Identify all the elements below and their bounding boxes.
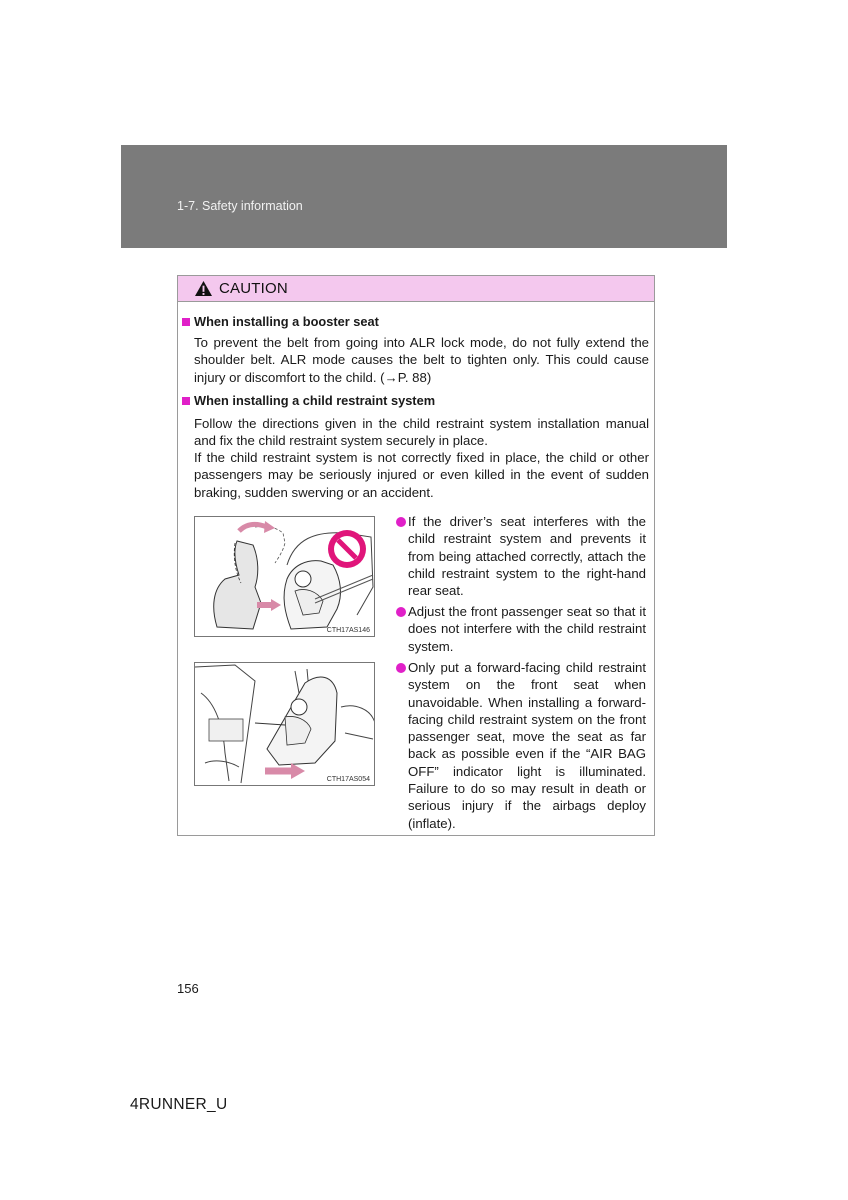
document-code: 4RUNNER_U <box>130 1096 228 1113</box>
section-title: 1-7. Safety information <box>177 199 303 213</box>
caution-label: CAUTION <box>219 280 288 297</box>
bullet-text: Only put a forward-facing child restraint system on the front seat when unavoidable. When installing a forward-facing child restraint system on the front passenger seat, move the seat as far back as possible even if the “AIR BAG OFF” indicator light is illuminated. Failure to do so may result in death or serious injury if the airbags deploy (inflate). <box>408 660 646 831</box>
square-bullet-icon <box>182 397 190 405</box>
bullet-driver-seat <box>396 513 646 599</box>
figure-driver-seat-interference <box>194 516 375 637</box>
caution-header <box>178 276 654 302</box>
bullet-dot-icon <box>396 607 406 617</box>
bullet-dot-icon <box>396 663 406 673</box>
bullet-text: If the driver’s seat interferes with the child restraint system and prevents it from being attached correctly, attach the child restraint system to the right-hand rear seat. <box>408 514 646 599</box>
figure-code: CTH17AS054 <box>326 776 370 783</box>
child-restraint-text-1: Follow the directions given in the child restraint system installation manual and fix the child restraint system securely in place. <box>194 416 649 449</box>
booster-seat-text: To prevent the belt from going into ALR lock mode, do not fully extend the shoulder belt. ALR mode causes the belt to tighten only. This could cause injury or discomfort to the child. (→P. 88) <box>194 335 649 385</box>
square-bullet-icon <box>182 318 190 326</box>
caution-box <box>177 275 655 836</box>
figure-front-passenger-seat <box>194 662 375 786</box>
front-seat-illustration <box>195 663 375 786</box>
bullet-dot-icon <box>396 517 406 527</box>
seat-interference-illustration <box>195 517 375 637</box>
heading-child-restraint <box>182 393 435 408</box>
warning-triangle-icon <box>194 280 213 297</box>
figure-code: CTH17AS146 <box>326 627 370 634</box>
bullet-text: Adjust the front passenger seat so that it does not interfere with the child restraint system. <box>408 604 646 654</box>
bullet-forward-facing <box>396 659 646 832</box>
chapter-header-band <box>121 145 727 248</box>
bullet-adjust-passenger-seat <box>396 603 646 655</box>
heading-text: When installing a booster seat <box>194 314 379 329</box>
child-restraint-text-2: If the child restraint system is not correctly fixed in place, the child or other passengers may be seriously injured or even killed in the event of sudden braking, sudden swerving or an accident. <box>194 450 649 500</box>
heading-booster-seat <box>182 314 379 329</box>
page-number: 156 <box>177 981 199 996</box>
heading-text: When installing a child restraint system <box>194 393 436 408</box>
